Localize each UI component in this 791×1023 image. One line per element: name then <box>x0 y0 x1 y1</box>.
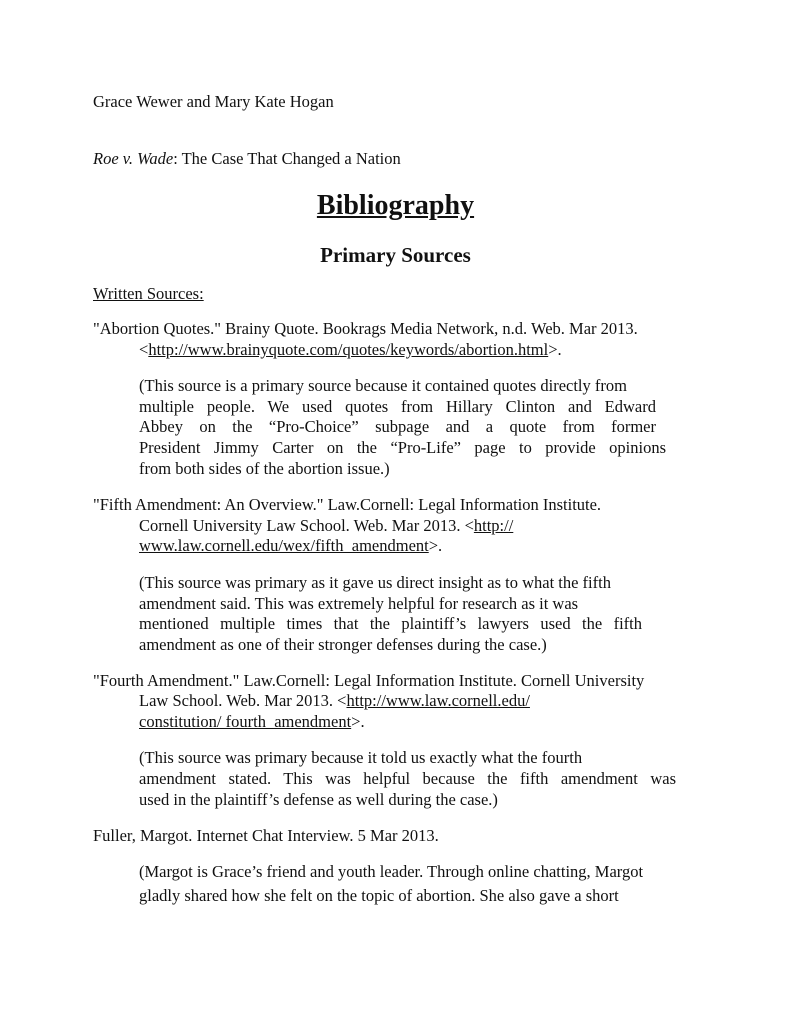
citation-line: Law School. Web. Mar 2013. <http://www.law.cornell.edu/ <box>139 691 530 710</box>
citation-line: constitution/ fourth_amendment>. <box>139 712 365 731</box>
annotation-line: (Margot is Grace’s friend and youth leader. Through online chatting, Margot <box>139 862 644 881</box>
project-title <box>93 149 401 169</box>
annotation-line: amendment stated. This was helpful because the fifth amendment was <box>139 769 676 788</box>
citation-line: "Fifth Amendment: An Overview." Law.Cornell: Legal Information Institute. <box>93 495 602 514</box>
annotation-line: (This source was primary as it gave us direct insight as to what the fifth <box>139 573 611 592</box>
citation-line: "Abortion Quotes." Brainy Quote. Bookrags Media Network, n.d. Web. Mar 2013. <box>93 319 638 338</box>
citation-link[interactable]: http://www.brainyquote.com/quotes/keywords/abortion.html <box>148 340 549 359</box>
citation-line: Cornell University Law School. Web. Mar 2013. <http:// <box>139 516 514 535</box>
annotation-line: multiple people. We used quotes from Hillary Clinton and Edward <box>139 397 656 416</box>
citation-line: Fuller, Margot. Internet Chat Interview. 5 Mar 2013. <box>93 826 439 845</box>
citation-link[interactable]: constitution/ fourth_amendment <box>139 712 352 731</box>
annotation-line: gladly shared how she felt on the topic of abortion. She also gave a short <box>139 886 619 905</box>
section-heading: Primary Sources <box>320 243 471 267</box>
citation-line: "Fourth Amendment." Law.Cornell: Legal Information Institute. Cornell University <box>93 671 645 690</box>
citation-link[interactable]: http:// <box>473 516 514 535</box>
citation-link[interactable]: www.law.cornell.edu/wex/fifth_amendment <box>139 536 429 555</box>
annotation-line: Abbey on the “Pro-Choice” subpage and a quote from former <box>139 417 656 436</box>
annotation-line: amendment said. This was extremely helpful for research as it was <box>139 594 579 613</box>
annotation-line: used in the plaintiff’s defense as well during the case.) <box>139 790 498 809</box>
page-title: Bibliography <box>316 190 475 221</box>
annotation-line: President Jimmy Carter on the “Pro-Life” page to provide opinions <box>139 438 666 457</box>
citation-line: <http://www.brainyquote.com/quotes/keywords/abortion.html>. <box>139 340 562 359</box>
annotation-line: (This source is a primary source because it contained quotes directly from <box>139 376 627 395</box>
authors-line: Grace Wewer and Mary Kate Hogan <box>93 92 334 111</box>
citation-line: www.law.cornell.edu/wex/fifth_amendment>. <box>139 536 443 555</box>
annotation-line: from both sides of the abortion issue.) <box>139 459 390 478</box>
annotation-line: amendment as one of their stronger defenses during the case.) <box>139 635 547 654</box>
annotation-line: (This source was primary because it told us exactly what the fourth <box>139 748 583 767</box>
written-sources-label: Written Sources: <box>93 284 204 303</box>
case-name: Roe v. Wade <box>93 149 174 168</box>
project-title-rest: : The Case That Changed a Nation <box>173 149 401 168</box>
annotation-line: mentioned multiple times that the plaintiff’s lawyers used the fifth <box>139 614 642 633</box>
citation-link[interactable]: http://www.law.cornell.edu/ <box>346 691 530 710</box>
